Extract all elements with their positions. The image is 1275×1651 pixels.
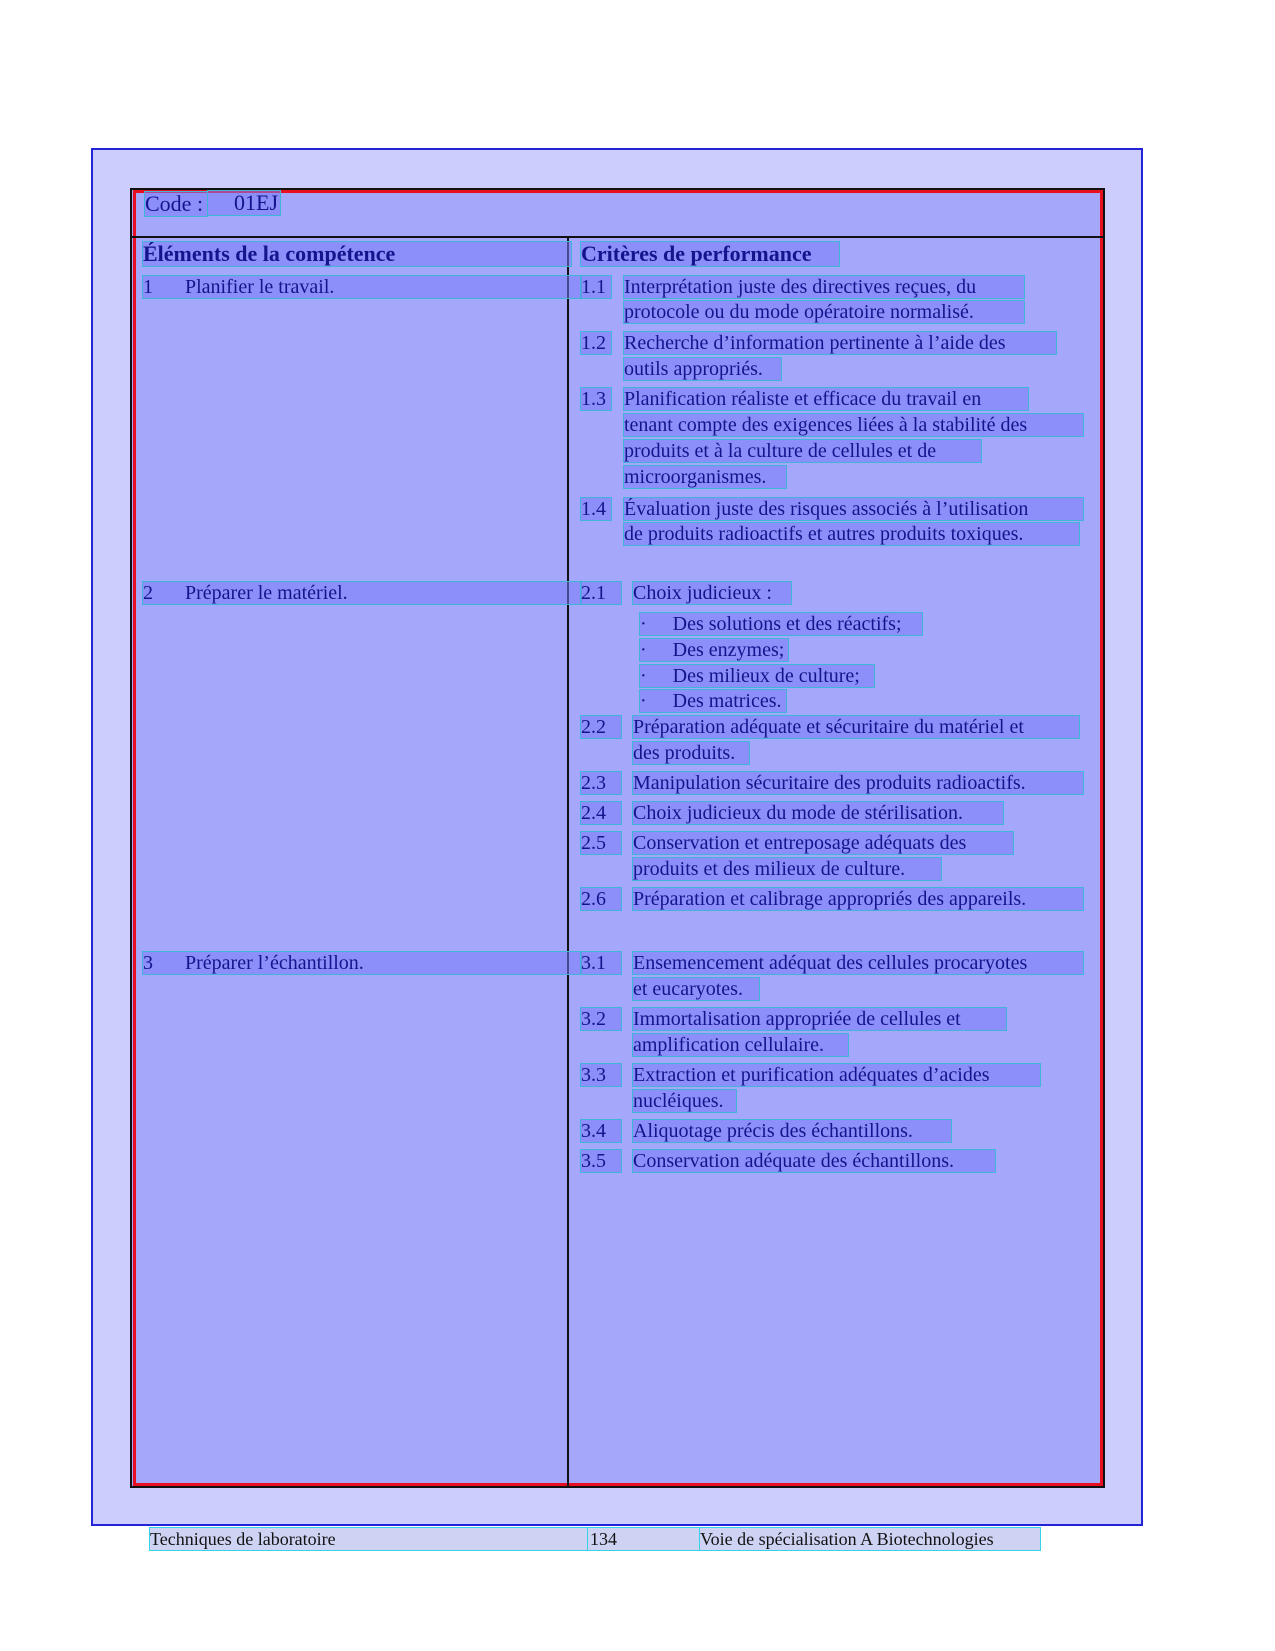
bullet-marker: ·	[640, 613, 647, 635]
criterion-number: 1.4	[581, 498, 611, 520]
criterion-line: Préparation et calibrage appropriés des appareils.	[633, 888, 1083, 910]
criterion-line: tenant compte des exigences liées à la stabilité des	[624, 414, 1083, 436]
bullet-text: Des solutions et des réactifs;	[672, 613, 902, 635]
bullet-item	[640, 690, 786, 712]
criterion-line: Conservation et entreposage adéquats des	[633, 832, 1013, 854]
bullet-marker: ·	[640, 690, 647, 712]
criterion-number: 2.4	[581, 802, 621, 824]
bullet-item	[640, 639, 788, 661]
criterion-number: 2.5	[581, 832, 621, 854]
criterion-line: Ensemencement adéquat des cellules procaryotes	[633, 952, 1083, 974]
criterion-number: 3.3	[581, 1064, 621, 1086]
criterion-line: des produits.	[633, 742, 749, 764]
criterion-line: Interprétation juste des directives reçues, du	[624, 276, 1024, 298]
element-label	[143, 952, 581, 974]
criterion-line: Immortalisation appropriée de cellules et	[633, 1008, 1006, 1030]
element-text: Préparer l’échantillon.	[185, 952, 364, 974]
criterion-line: de produits radioactifs et autres produits toxiques.	[624, 523, 1079, 545]
criterion-number: 3.4	[581, 1120, 621, 1142]
criterion-number: 3.2	[581, 1008, 621, 1030]
element-number: 2	[143, 582, 153, 604]
criterion-line: Choix judicieux du mode de stérilisation.	[633, 802, 1003, 824]
element-text: Préparer le matériel.	[185, 582, 348, 604]
element-label	[143, 276, 581, 298]
element-number: 1	[143, 276, 153, 298]
bullet-text: Des matrices.	[672, 690, 782, 712]
criterion-line: Évaluation juste des risques associés à l’utilisation	[624, 498, 1083, 520]
element-number: 3	[143, 952, 153, 974]
criterion-line: produits et à la culture de cellules et de	[624, 440, 981, 462]
element-label	[143, 582, 581, 604]
criterion-line: outils appropriés.	[624, 358, 781, 380]
criterion-number: 2.2	[581, 716, 621, 738]
footer-page-number: 134	[588, 1528, 700, 1550]
criterion-line: Aliquotage précis des échantillons.	[633, 1120, 951, 1142]
column-divider	[567, 236, 569, 1488]
criterion-line: Manipulation sécuritaire des produits radioactifs.	[633, 772, 1083, 794]
criterion-line: Choix judicieux :	[633, 582, 791, 604]
bullet-marker: ·	[640, 665, 647, 687]
criterion-line: Recherche d’information pertinente à l’aide des	[624, 332, 1056, 354]
criterion-number: 1.3	[581, 388, 611, 410]
footer-specialisation: Voie de spécialisation A Biotechnologies	[700, 1528, 1040, 1550]
bullet-item	[640, 613, 922, 635]
criterion-line: Conservation adéquate des échantillons.	[633, 1150, 995, 1172]
criterion-number: 2.1	[581, 582, 621, 604]
criterion-number: 1.1	[581, 276, 611, 298]
code-value: 01EJ	[208, 191, 280, 215]
criterion-line: amplification cellulaire.	[633, 1034, 848, 1056]
criterion-number: 3.1	[581, 952, 621, 974]
bullet-marker: ·	[640, 639, 647, 661]
header-criteres: Critères de performance	[581, 242, 839, 266]
bullet-item	[640, 665, 874, 687]
bullet-text: Des enzymes;	[672, 639, 785, 661]
criterion-line: Extraction et purification adéquates d’acides	[633, 1064, 1040, 1086]
criterion-number: 2.6	[581, 888, 621, 910]
criterion-line: protocole ou du mode opératoire normalisé.	[624, 301, 1024, 323]
criterion-number: 2.3	[581, 772, 621, 794]
criterion-line: microorganismes.	[624, 466, 786, 488]
criterion-line: Planification réaliste et efficace du travail en	[624, 388, 1028, 410]
criterion-line: Préparation adéquate et sécuritaire du matériel et	[633, 716, 1079, 738]
criterion-line: nucléiques.	[633, 1090, 736, 1112]
header-elements: Éléments de la compétence	[143, 242, 571, 266]
criterion-line: produits et des milieux de culture.	[633, 858, 941, 880]
criterion-number: 1.2	[581, 332, 611, 354]
criterion-number: 3.5	[581, 1150, 621, 1172]
footer-program: Techniques de laboratoire	[150, 1528, 588, 1550]
element-text: Planifier le travail.	[185, 276, 335, 298]
header-divider	[130, 236, 1105, 238]
bullet-text: Des milieux de culture;	[672, 665, 860, 687]
code-label: Code :	[145, 192, 207, 216]
criterion-line: et eucaryotes.	[633, 978, 759, 1000]
